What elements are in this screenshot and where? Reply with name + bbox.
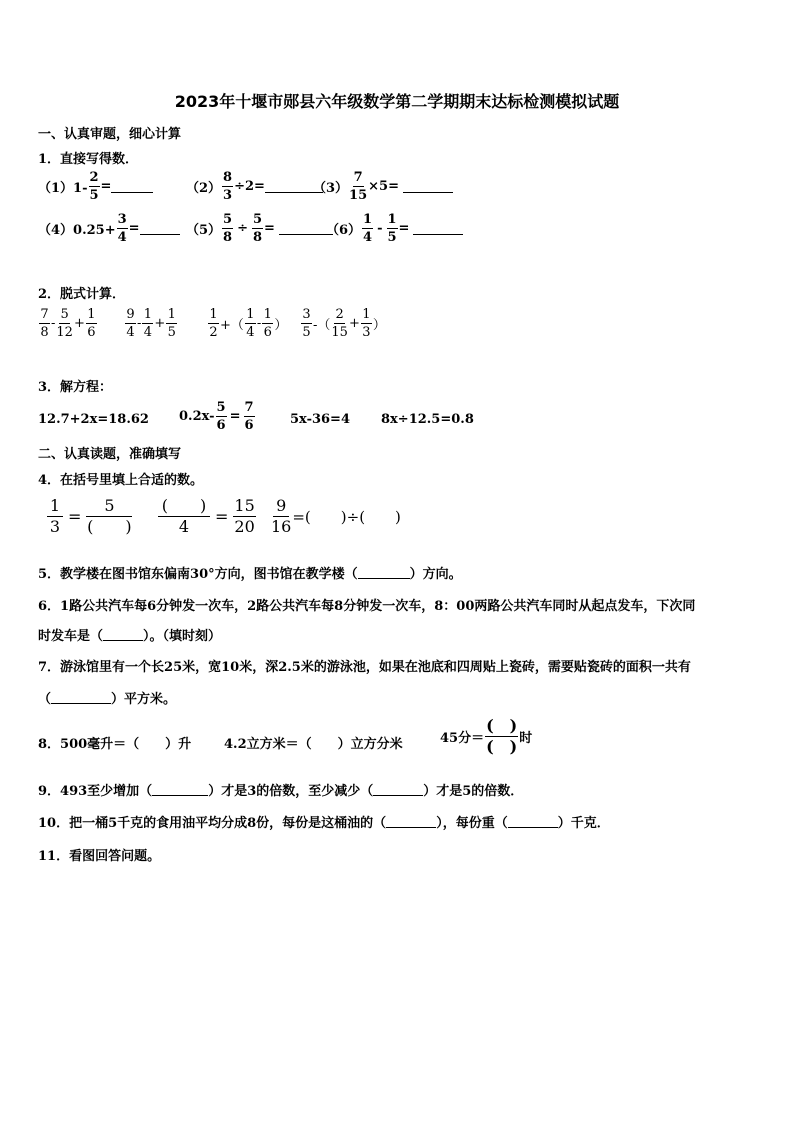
answer-blank[interactable] (386, 815, 436, 828)
q5-text: 5．教学楼在图书馆东偏南30°方向，图书馆在教学楼（ (38, 567, 358, 582)
q1-4-prefix: （4）0.25+ (38, 223, 116, 238)
fraction (142, 308, 153, 339)
numerator: 3 (117, 212, 127, 227)
equation-2 (179, 401, 256, 432)
numerator: 8 (223, 170, 233, 185)
answer-blank[interactable] (508, 815, 558, 828)
fraction (244, 401, 255, 432)
q5-text-end: ）方向。 (409, 567, 462, 582)
operator: + (348, 316, 360, 331)
q1-3-prefix: （3） (313, 181, 349, 196)
denominator: 5 (167, 325, 176, 340)
answer-blank[interactable] (111, 180, 153, 193)
numerator: 9 (273, 498, 289, 517)
answer-blank[interactable] (403, 180, 453, 193)
equals: = (398, 221, 410, 236)
fraction (362, 213, 373, 244)
fraction (301, 308, 312, 339)
question-11-label: 11．看图回答问题。 (38, 849, 161, 864)
fraction (222, 171, 233, 202)
q2-expression-1 (38, 308, 98, 339)
fraction (216, 401, 227, 432)
fraction (89, 171, 100, 202)
numerator: 1 (47, 498, 63, 517)
numerator: 15 (234, 496, 255, 515)
operator: - (137, 316, 142, 331)
fraction (166, 308, 177, 339)
fraction (39, 308, 50, 339)
question-9 (38, 780, 523, 799)
fraction (117, 213, 128, 244)
fraction (361, 308, 372, 339)
denominator-blank[interactable]: ( ) (486, 737, 518, 756)
q1-1-prefix: （1）1- (38, 181, 88, 196)
equation-4: 8x÷12.5=0.8 (381, 412, 474, 427)
denominator: 5 (387, 230, 397, 245)
q10-text: 10．把一桶5千克的食用油平均分成8份，每份是这桶油的（ (38, 816, 387, 831)
q9-text-mid: ）才是3的倍数，至少减少（ (208, 784, 374, 799)
denominator: 12 (56, 325, 73, 340)
q2-expression-4 (300, 308, 386, 339)
denominator: 4 (246, 325, 255, 340)
close-paren: ） (274, 318, 288, 333)
equals: = (215, 507, 229, 526)
operator: +（ (220, 318, 244, 333)
q4-equation-1 (46, 498, 133, 535)
answer-blank[interactable] (279, 222, 333, 235)
equals: = (264, 221, 275, 236)
section-1-heading: 一、认真审题，细心计算 (38, 127, 182, 142)
answer-blank[interactable] (358, 566, 410, 579)
numerator: 5 (86, 498, 132, 517)
numerator: 5 (216, 400, 226, 415)
fraction (86, 308, 97, 339)
fraction (387, 213, 398, 244)
question-4-label: 4．在括号里填上合适的数。 (38, 473, 204, 488)
denominator: 3 (223, 188, 233, 203)
denominator: 2 (209, 325, 218, 340)
q8-unit: 时 (519, 731, 533, 746)
answer-blank[interactable] (140, 222, 180, 235)
numerator: 1 (263, 307, 272, 322)
q4-equation-3 (270, 498, 401, 535)
denominator: 8 (253, 230, 263, 245)
numerator: 1 (363, 212, 373, 227)
question-5 (38, 563, 462, 582)
operator: ×5= (368, 179, 399, 194)
denominator: 8 (223, 230, 233, 245)
fraction (262, 308, 273, 339)
fraction (485, 718, 518, 755)
denominator: 6 (87, 325, 96, 340)
q6-text: 时发车是（ (38, 629, 104, 644)
fraction (233, 498, 255, 535)
numerator: 1 (209, 307, 218, 322)
denominator: 6 (244, 418, 254, 433)
denominator: 15 (331, 325, 348, 340)
numerator: 1 (143, 307, 153, 322)
equals: = (68, 507, 82, 526)
equation-3: 5x-36=4 (290, 412, 350, 427)
denominator: 4 (117, 230, 127, 245)
denominator: 3 (49, 517, 61, 536)
operator: - (256, 316, 262, 331)
numerator-blank[interactable]: ( ) (486, 716, 518, 735)
q1-item-1 (38, 171, 153, 202)
denominator: 16 (271, 517, 292, 536)
question-10 (38, 812, 610, 831)
answer-blank[interactable] (373, 783, 423, 796)
equals: = (229, 409, 241, 424)
denominator: 8 (40, 325, 49, 340)
fraction (47, 498, 63, 535)
answer-blank[interactable] (152, 783, 208, 796)
page-title: 2023年十堰市郧县六年级数学第二学期期末达标检测模拟试题 (174, 92, 620, 111)
numerator: 1 (387, 212, 397, 227)
operator: + (73, 316, 85, 331)
question-3-label: 3．解方程： (38, 380, 113, 395)
section-2-heading: 二、认真读题，准确填写 (38, 447, 182, 462)
denominator: 4 (143, 325, 153, 340)
equals: = (100, 179, 112, 194)
operator: -（ (313, 318, 331, 333)
eq2-prefix: 0.2x- (179, 409, 215, 424)
question-6-line-1: 6．1路公共汽车每6分钟发一次车，2路公共汽车每8分钟发一次车，8：00两路公共汽车同时从起点发车，下次同 (38, 599, 696, 614)
q9-text: 9．493至少增加（ (38, 784, 153, 799)
operator: ÷ (237, 221, 248, 236)
numerator: 1 (87, 307, 96, 322)
fraction (349, 171, 367, 202)
operator: + (154, 316, 166, 331)
q1-item-5 (186, 213, 333, 244)
denominator: 5 (89, 188, 99, 203)
numerator: 7 (244, 400, 254, 415)
q6-text-end: ）。（填时刻） (143, 629, 222, 644)
fraction (252, 213, 263, 244)
denominator: 20 (234, 517, 255, 536)
q1-5-prefix: （5） (186, 223, 222, 238)
division-blanks[interactable]: =( )÷( ) (292, 508, 401, 526)
denominator: 6 (263, 325, 272, 340)
numerator: 3 (302, 307, 311, 322)
numerator: 1 (362, 307, 371, 322)
question-7-line-1: 7．游泳馆里有一个长25米，宽10米，深2.5米的游泳池，如果在池底和四周贴上瓷砖，需要贴瓷砖的面积一共有 (38, 660, 691, 675)
close-paren: ） (372, 318, 386, 333)
operator: - (51, 316, 56, 331)
equation-1: 12.7+2x=18.62 (38, 412, 149, 427)
denominator: 4 (126, 325, 135, 340)
operator: ÷2= (234, 179, 265, 194)
denominator-blank[interactable]: ( ) (87, 517, 132, 536)
question-8-part-3 (440, 718, 532, 755)
numerator: 9 (126, 307, 135, 322)
denominator: 5 (302, 325, 311, 340)
fraction (158, 498, 210, 535)
q2-expression-3 (207, 308, 287, 339)
fraction (125, 308, 136, 339)
question-1-label: 1．直接写得数． (38, 152, 139, 167)
fraction (208, 308, 219, 339)
q2-expression-2 (124, 308, 178, 339)
numerator: 5 (60, 307, 69, 322)
denominator: 3 (362, 325, 371, 340)
numerator: 5 (223, 212, 233, 227)
q10-text-mid: ），每份重（ (436, 816, 508, 831)
numerator: 1 (167, 307, 176, 322)
fraction (56, 308, 73, 339)
answer-blank[interactable] (413, 222, 463, 235)
question-2-label: 2．脱式计算． (38, 287, 126, 302)
q1-item-4 (38, 213, 180, 244)
q10-text-end: ）千克． (557, 816, 610, 831)
q1-item-3 (313, 171, 453, 202)
fraction (222, 213, 233, 244)
numerator: 5 (253, 212, 263, 227)
answer-blank[interactable] (51, 691, 111, 704)
q4-equation-2 (157, 498, 257, 535)
q1-6-prefix: （6） (326, 223, 362, 238)
q1-item-6 (326, 213, 463, 244)
q1-item-2 (186, 171, 323, 202)
q1-2-prefix: （2） (186, 181, 222, 196)
q9-text-end: ）才是5的倍数． (423, 784, 524, 799)
answer-blank[interactable] (103, 628, 143, 641)
fraction (86, 498, 132, 535)
denominator: 4 (363, 230, 373, 245)
equals: = (128, 221, 140, 236)
question-7-line-2 (38, 688, 176, 707)
fraction (271, 498, 291, 535)
numerator: 1 (246, 307, 255, 322)
q8-text: 45分＝ (440, 731, 485, 746)
denominator: 6 (216, 418, 226, 433)
q7-text: （ (38, 692, 52, 707)
question-6-line-2 (38, 625, 221, 644)
numerator: 7 (353, 170, 363, 185)
fraction (245, 308, 256, 339)
question-8-part-2: 4.2立方米＝（ ）立方分米 (224, 737, 403, 752)
numerator-blank[interactable]: ( ) (158, 498, 210, 517)
denominator: 15 (349, 188, 368, 203)
question-8-part-1: 8．500毫升＝（ ）升 (38, 737, 192, 752)
denominator: 4 (178, 517, 190, 536)
numerator: 2 (335, 307, 344, 322)
numerator: 7 (40, 307, 49, 322)
operator: - (377, 221, 383, 236)
fraction (331, 308, 348, 339)
q7-text-end: ）平方米。 (111, 692, 177, 707)
numerator: 2 (89, 170, 99, 185)
